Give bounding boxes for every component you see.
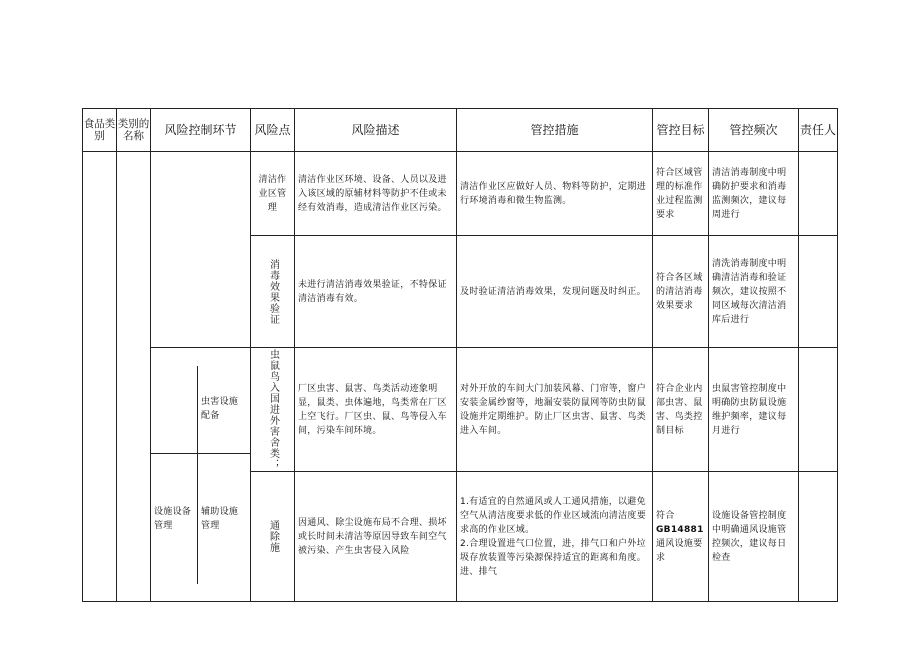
risk-point-cell (251, 472, 295, 602)
risk-point-cell (251, 152, 295, 236)
risk-control-sheet (82, 108, 838, 602)
control-measure-cell: 对外开放的车间大门加装风幕、门帘等，窗户安装金属纱窗等，地漏安装防鼠网等防虫防鼠设施并定期维护。防止厂区虫害、鼠害、鸟类进入车间。 (457, 348, 653, 472)
risk-description-cell: 未进行清洁消毒效果验证，不特保证清洁消毒有效。 (295, 236, 457, 348)
control-frequency-cell: 清洗消毒制度中明确清洁消毒和验证频次，建议按照不同区域每次清洁消库后进行 (709, 236, 799, 348)
risk-point-text: 清洁作业区管理 (258, 174, 287, 213)
section-cell: 设施设备管理 (151, 454, 198, 584)
control-measure-item-1: 1.有适宜的自然通风或人工通风措施，以避免空气从清洁度要求低的作业区域流向清洁度要求高的作业区域。 (460, 496, 647, 535)
sub-link-cell: 虫害设施配备 (198, 366, 251, 454)
risk-point-text: 通除施 (267, 520, 279, 553)
header-row (83, 109, 838, 152)
risk-point-cell (251, 236, 295, 348)
table-row (83, 348, 838, 472)
control-measure-cell: 及时验证清洁消毒效果，发现问题及时纠正。 (457, 236, 653, 348)
category-name-cell (117, 152, 151, 602)
header-control-measures: 管控措施 (457, 109, 653, 152)
control-target-cell (653, 472, 709, 602)
header-control-target: 管控目标 (653, 109, 709, 152)
table-row (83, 152, 838, 236)
control-link-section-empty (151, 366, 198, 454)
control-link-split (151, 366, 250, 584)
target-suffix: 通风设施要求 (656, 538, 703, 563)
risk-description-cell: 清洁作业区环境、设备、人员以及进入该区域的原辅材料等防护不佳或未经有效消毒，造成清洁作业区污染。 (295, 152, 457, 236)
header-risk-point: 风险点 (251, 109, 295, 152)
header-category-name: 类别的名称 (117, 109, 151, 152)
control-frequency-cell: 设施设备管控制度中明确通风设施管控频次，建议每日检查 (709, 472, 799, 602)
responsible-person-cell (799, 472, 838, 602)
target-prefix: 符合 (656, 510, 675, 521)
responsible-person-cell (799, 152, 838, 236)
header-control-frequency: 管控频次 (709, 109, 799, 152)
header-responsible-person: 责任人 (799, 109, 838, 152)
risk-point-cell (251, 348, 295, 472)
risk-description-cell: 厂区虫害、鼠害、鸟类活动迹象明显，鼠类、虫体遍地，鸟类常在厂区上空飞行。厂区虫、鼠、鸟等侵入车间，污染车间环境。 (295, 348, 457, 472)
control-measure-item-2: 2.合理设置进气口位置，进，排气口和户外垃圾存放装置等污染源保持适宜的距离和角度。 进、排气 (460, 538, 647, 577)
risk-description-cell: 因通风、除尘设施布局不合理、损坏或长时间未清洁等原因导致车间空气被污染、产生虫害侵入风险 (295, 472, 457, 602)
risk-control-table (82, 108, 838, 602)
header-risk-description: 风险描述 (295, 109, 457, 152)
sub-link-cell: 辅助设施管理 (201, 506, 239, 531)
control-link-cell (151, 348, 251, 602)
target-standard-code: GB14881 (656, 524, 704, 535)
responsible-person-cell (799, 236, 838, 348)
header-food-category: 食品类别 (83, 109, 117, 152)
control-target-cell: 符合区域管理的标准作业过程监测要求 (653, 152, 709, 236)
responsible-person-cell (799, 348, 838, 472)
risk-point-text: 消毒效果验证 (267, 258, 279, 325)
header-risk-control-link: 风险控制环节 (151, 109, 251, 152)
food-category-cell (83, 152, 117, 602)
control-measure-cell (457, 472, 653, 602)
control-measure-cell: 清洁作业区应做好人员、物料等防护，定期进行环境消毒和微生物监测。 (457, 152, 653, 236)
control-target-cell: 符合各区域的清洁消毒效果要求 (653, 236, 709, 348)
control-link-cell (151, 152, 251, 348)
control-frequency-cell: 虫鼠害管控制度中明确防虫防鼠设施维护频率，建议每月进行 (709, 348, 799, 472)
control-frequency-cell: 清洁消毒制度中明确防护要求和消毒监测频次，建议每周进行 (709, 152, 799, 236)
risk-point-text: 虫鼠鸟入国进外害舍类； (267, 349, 279, 470)
control-target-cell: 符合企业内部虫害、鼠害、鸟类控制目标 (653, 348, 709, 472)
